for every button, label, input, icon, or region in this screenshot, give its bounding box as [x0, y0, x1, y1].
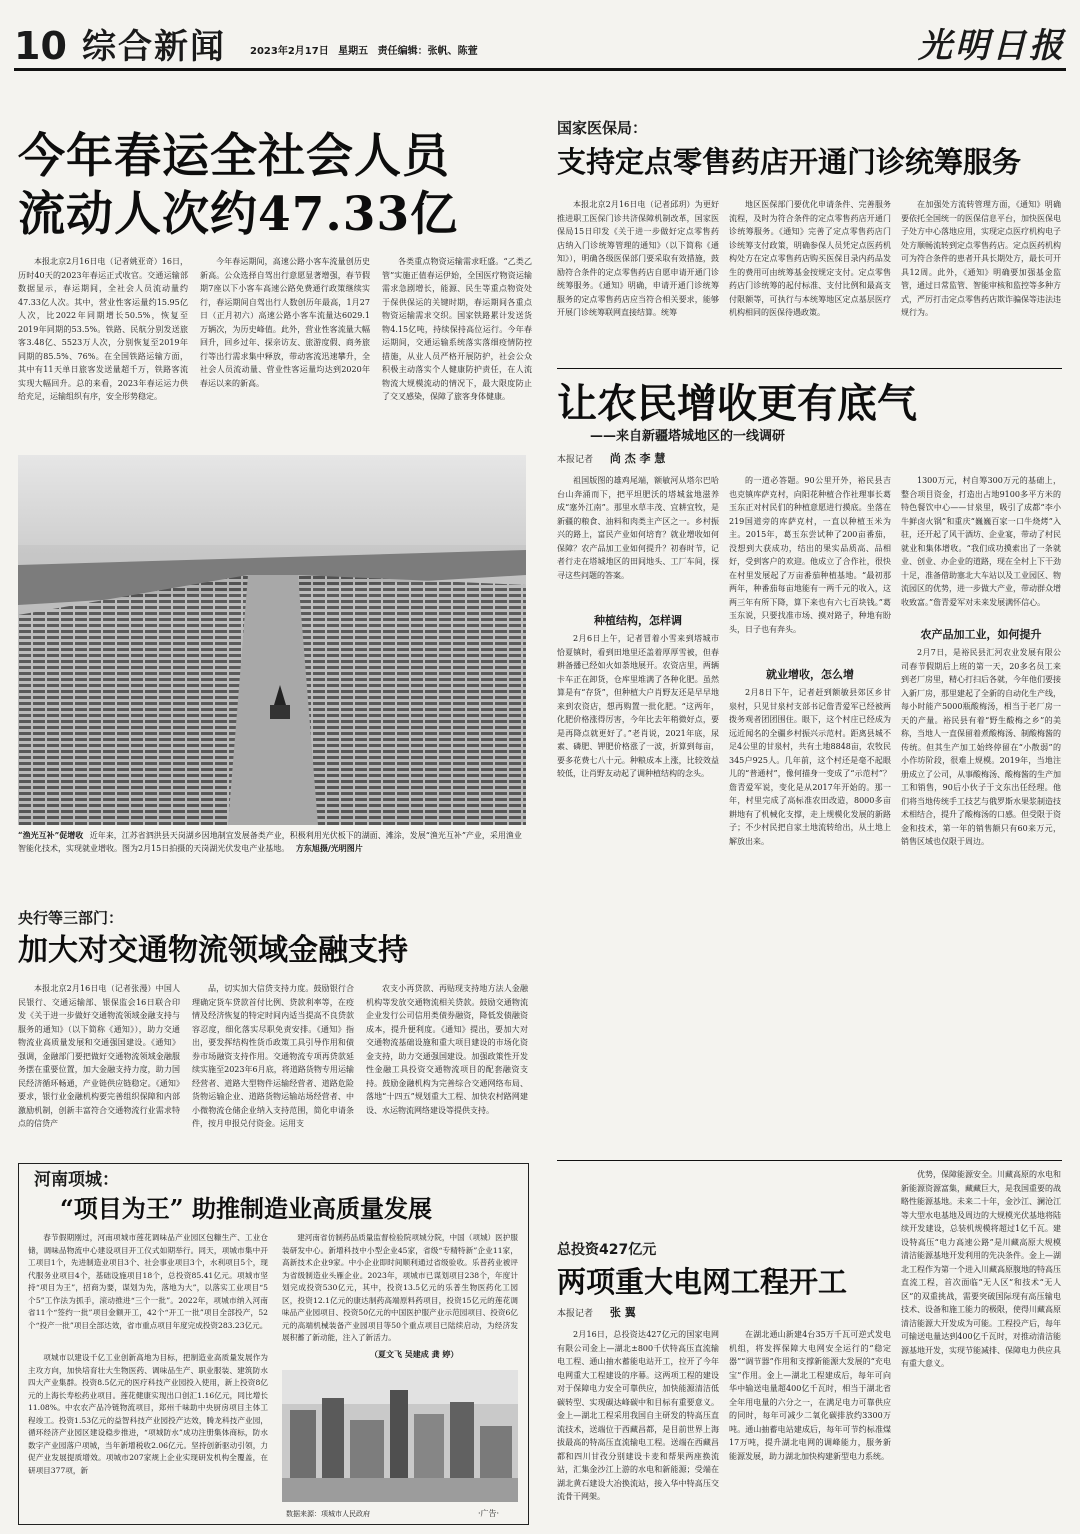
- henan-image-credit: 数据来源：项城市人民政府: [286, 1510, 370, 1518]
- photo1-caption-title: “渔光互补”促增收: [18, 830, 84, 840]
- farmers-byline: [557, 452, 665, 467]
- farmers-subhead-processing: 农产品加工业，如何提升: [920, 628, 1042, 641]
- medical-col2: 地区医保部门要优化申请条件、完善服务流程，及时为符合条件的定点零售药店开通门诊统筹服务。《通知》完善了定点零售药店门诊统筹支付政策，明确参保人员凭定点医药机构处方在定点零售药店购买医保目录内药品发生的费用可由统筹基金按规定支付。定点零售药店门诊统筹的起付标准、支付比例和最高支付限额等，可执行与本统筹地区定点基层医疗机构相同的医保待遇政策。: [729, 200, 891, 317]
- medical-col1: 本报北京2月16日电（记者邱玥）为更好推进职工医保门诊共济保障机制改革，国家医保局15日印发《关于进一步做好定点零售药店纳入门诊统筹管理的通知》（以下简称《通知》），明确各级医保部门要采取有效措施，鼓励符合条件的定点零售药店自愿申请开通门诊统筹服务。《通知》明确，申请开通门诊统筹服务的定点零售药店应当符合相关要求，能够开展门诊统筹联网直接结算。统筹: [557, 200, 719, 317]
- finance-kicker: 央行等三部门：: [18, 909, 124, 927]
- farmers-subhead-planting: 种植结构，怎样调: [594, 614, 682, 627]
- finance-col3: 农支小再贷款、再贴现支持地方法人金融机构等发放交通物流相关贷款。鼓励交通物流企业发行公司信用类债券融资，降低发债融资成本，提升便利度。《通知》提出，要加大对交通物流基础设施和重大项目建设的市场化资金支持，助力交通强国建设。加强政策性开发性金融工具投资交通物流项目的配套融资支持。鼓励金融机构为完善综合交通网络布局、落地“十四五”规划重大工程、加快农村路网建设、水运物流网络建设等提供支持。: [366, 984, 528, 1115]
- city-skyline-illustration: [282, 1370, 518, 1502]
- finance-col2: 品，切实加大信贷支持力度。鼓励银行合理确定货车贷款首付比例、贷款利率等，在疫情及经济恢复的特定时间内适当提高不良贷款容忍度，细化落实尽职免责安排。《通知》指出，要发挥结构性货币政策工具引导作用和债券市场融资支持作用。交通物流专项再贷款延续实施至2023年6月底，将道路货物专用运输经营者、道路大型物件运输经营者、道路危险货物运输企业、道路货物运输站场经营者、中小微物流仓储企业纳入支持范围，简化申请条件，按月申报兑付资金。运用支: [192, 984, 354, 1128]
- grid-col2: 在湖北通山新建4台35万千瓦可逆式发电机组，将发挥保障大电网安全运行的“稳定器”“调节器”作用和支撑新能源大发展的“充电宝”作用。金上—湖北工程建成后，每年可向华中输送电量超400亿千瓦时，相当于湖北省全年用电量的六分之一，在满足电力可靠供应的同时，每年可减少二氧化碳排放约3300万吨。通山抽蓄电站建成后，每年可节约标准煤17万吨，提升湖北电网的调峰能力，服务新能源发展，助力湖北加快构建新型电力系统。: [729, 1330, 891, 1461]
- henan-ad-tag: ·广告·: [478, 1509, 500, 1518]
- farmers-col1-intro: 祖国版图的雄鸡尾端，额敏河从塔尔巴哈台山奔涌而下，把平坦肥沃的塔城盆地滋养成“塞外江南”。那里水草丰茂、宜耕宜牧，是新疆的粮食、油料和肉类主产区之一。乡村振兴的路上，富民产业如何培育？就业增收如何保障？农产品加工业如何提升？初春时节，记者行走在塔城地区的田间地头、工厂车间，探寻这些问题的答案。: [557, 476, 719, 580]
- henan-kicker: 河南项城：: [34, 1170, 119, 1190]
- medical-headline: 支持定点零售药店开通门诊统筹服务: [557, 145, 1022, 179]
- divider: [557, 1160, 1062, 1161]
- farmers-subhead-employment: 就业增收，怎么增: [766, 668, 854, 681]
- grid-byline-prefix: 本报记者: [557, 1309, 594, 1319]
- grid-byline: [557, 1306, 636, 1321]
- solar-farm-photo: [18, 455, 526, 825]
- grid-byline-names: 张 翼: [609, 1306, 636, 1319]
- grid-col3: 优势，保障能源安全。川藏高原的水电和新能源资源富集，藏藏巨大，是我国重要的战略性能源基地。未来二十年，金沙江、澜沧江等大型水电基地及周边的大规模光伏基地将陆续开发建设，总装机规模将超过1亿千瓦。建设特高压“电力高速公路”是川藏高原大规模清洁能源基地开发利用的先决条件。金上—湖北工程作为第一个进入川藏高原腹地的特高压直流工程，首次面临“无人区”和技术“无人区”的双重挑战，需要突破国际现有高压输电技术、设备和施工能力的极限，使得川藏高原清洁能源大开发成为可能。工程投产后，每年可输送电量达到400亿千瓦时，对推动清洁能源基地开发，实现节能减排、保障电力供应具有重大意义。: [901, 1170, 1061, 1368]
- finance-col1: 本报北京2月16日电（记者张漫）中国人民银行、交通运输部、银保监会16日联合印发《关于进一步做好交通物流领域金融支持与服务的通知》（以下简称《通知》），助力交通物流业高质量发展和交通强国建设。《通知》强调，金融部门要把做好交通物流领域金融服务摆在重要位置，加大金融支持力度，助力国民经济循环畅通，产业链供应链稳定。《通知》要求，银行业金融机构要完善组织保障和内部激励机制，创新丰富符合交通物流行业需求特点的信贷产: [18, 984, 180, 1128]
- farmers-subheadline: ——来自新疆塔城地区的一线调研: [590, 429, 786, 444]
- newspaper-logo: 光明日报: [918, 26, 1066, 66]
- farmers-col2-intro: 的一道必答题。90公里开外，裕民县吉也克镇库萨克村，向阳花种植合作社理事长葛玉东正对村民们的种植意愿进行摸底。坐落在219国道旁的库萨克村，一直以种植玉米为主。2015年，葛玉东尝试种了200亩番茄，没想到大获成功，结出的果实品质高、品相好，受到客户的欢迎。他成立了合作社，很快在村里发展起了万亩番茄种植基地。“最初那两年，种番茄每亩地能有一两千元的收入，这两三年有所下降，算下来也有六七百块钱。”葛玉东说，只要找准市场、摸对路子，种地有盼头，日子也有奔头。: [729, 476, 891, 634]
- travel-headline-line1: 今年春运全社会人员: [18, 129, 450, 184]
- travel-headline-line2: 流动人次约47.33亿: [18, 187, 459, 242]
- page-number: 10: [14, 24, 67, 68]
- henan-col1-a: 春节假期刚过，河南项城市莲花调味品产业园区包糠生产、工业仓储，调味品物流中心建设项目开工仪式如期举行。同天，项城市集中开工项目1个，先进制造业项目3个、社会事业项目3个，水利项目5个，现代服务业项目4个，基础设施项目18个，总投资85.41亿元。项城市坚持“项目为王”，招商为要，谋划为先，落地为大”，以落实工业项目“5个5”工作法为抓手，滚动推进“三个一批”。2022年，项城市纳入河南省11个“签约一批”项目金额开工，42个“开工一批”项目全部投产，52个“投产一批”项目全部达效，省市重点项目年度完成投资283.23亿元。: [28, 1233, 268, 1330]
- photo1-credit: 方东旭摄/光明图片: [295, 843, 363, 853]
- henan-col1-b: 项城市以建设千亿工业创新高地为目标，把制造业高质量发展作为主攻方向，加快培育壮大生物医药、调味品生产、职业服装、建筑防水四大产业集群。投资8.5亿元的医疗科技产业园投入使用，新上投资8亿元的上海长寿松药业项目。莲花健康实现出口创汇1.16亿元，同比增长11.08%。中农农产品冷链物流项目，郑州千味助中央厨房项目主体工程竣工。投资1.53亿元的益智科技产业园投产达效，腾龙科技产业园，循环经济产业园区建设稳步推进，“项城防水”成功注册集体商标，防水数字产业园落户项城，当年新增税收2.06亿元。坚持创新驱动引领，力促产业发展提质增效。项城市207家规上企业实现研发机构全覆盖，在研项目377项，新: [28, 1353, 268, 1475]
- grid-col1: 2月16日，总投资达427亿元的国家电网有限公司金上—湖北±800千伏特高压直流输电工程、通山抽水蓄能电站开工，拉开了今年电网重大工程建设的序幕。这两项工程的建设对于保障电力安全可靠供应，加快能源清洁低碳转型、实现碳达峰碳中和目标有重要意义。金上—湖北工程采用我国自主研发的特高压直流技术，送端位于西藏昌都，是目前世界上海拔最高的特高压直流输电工程。送端在西藏昌都和四川甘孜分别建设卡麦和帮果两座换流站，汇集金沙江上游的水电和新能源；受端在湖北黄石建设大冶换流站，接入华中特高压交流骨干网架。: [557, 1330, 719, 1501]
- farmers-headline: 让农民增收更有底气: [557, 380, 917, 427]
- farmers-col3-intro: 1300万元，村自筹300万元的基础上，整合项目资金，打造出占地9100多平方米的特色餐饮中心——甘泉里，吸引了成都“李小牛鲜卤火锅”和重庆“巍巍百家一口牛烧烤”入驻，还开起了风干酒坊、企业宴，带动了村民就业和集体增收。“我们成功摸索出了一条就业、创业、办企业的道路，现在全村上下干劲十足，准备借助塞北大车站以及工业园区、物流园区的优势，进一步做大产业，带动群众增收致富。”詹青爱军对未来发展满怀信心。: [901, 476, 1061, 607]
- city-aerial-photo: [282, 1370, 518, 1502]
- medical-kicker: 国家医保局：: [557, 119, 648, 137]
- henan-headline: “项目为王” 助推制造业高质量发展: [60, 1194, 432, 1223]
- dateline: 2023年2月17日 星期五 责任编辑：张帆、陈萱: [250, 46, 478, 57]
- grid-kicker: 总投资427亿元: [557, 1242, 657, 1258]
- farmers-byline-prefix: 本报记者: [557, 455, 594, 465]
- henan-col2: 建河南省仿制药品质量监督检验院项城分院，中国（项城）医护服装研发中心。新增科技中小型企业45家，省级“专精特新”企业11家，高新技术企业9家。中小企业即时间顺利通过省级验收。乐普药业被评为省级制造业头雁企业。2023年，项城市已谋划项目238个，年度计划完成投资530亿元，其中，投资13.5亿元的乐普生物医药化工园区，投资12.1亿元的康达制药高端原料药项目，投资15亿元的莲花调味品产业园项目、投资50亿元的中国医护服产业示范园项目、投资6亿元的高端机械装备产业园项目等50个重点项目已陆续启动，为经济发展积蓄了新动能，注入了新活力。: [282, 1233, 518, 1342]
- farmers-byline-names: 尚 杰 李 慧: [609, 452, 666, 465]
- photo1-caption: [18, 829, 526, 855]
- travel-col1: 本报北京2月16日电（记者姚亚奇）16日，历时40天的2023年春运正式收官。交通运输部数据显示，春运期间，全社会人员流动量约47.33亿人次。其中，营业性客运量约15.95亿人次，比2022年同期增长50.5%，恢复至2019年同期的53.5%。铁路、民航分别发送旅客3.48亿、5523万人次，分别恢复至2019年同期的85.5%、76%。在全国铁路运输方面，其中有11天单日旅客发送量超千万，铁路客流实现大幅回升。总的来看，2023年春运运力供给充足，运输组织有序，安全形势稳定。: [18, 257, 188, 401]
- masthead-bar: [14, 26, 1066, 71]
- travel-col3: 各类重点物资运输需求旺盛。“乙类乙管”实施正值春运伊始，全国医疗物资运输需求急剧增长，能源、民生等重点物资处于保供保运的关键时期，春运期间各重点物资运输需求交织。国家铁路累计发送货物4.15亿吨，持续保持高位运行。今年春运期间，交通运输系统落实落细疫情防控措施，从业人员严格开展防护，社会公众积极主动落实个人健康防护责任，在人流物流大规模流动的情况下，最大限度防止了交叉感染，保障了旅客身体健康。: [382, 257, 532, 401]
- finance-headline: 加大对交通物流领域金融支持: [18, 933, 408, 968]
- farmers-col3-body: 2月7日，是裕民县汇河农业发展有限公司春节假期后上班的第一天，20多名员工来到老厂房里，精心打扫后各就，今年他们要接入新厂房，那里建起了全新的自动化生产线，每小时能产5000瓶酸梅汤，相当于老厂房一天的产量。裕民县有着“野生酸梅之乡”的美称，当地人一直保留着煮酸梅汤、制酸梅酱的传统。但其生产加工始终停留在“小散弱”的小作坊阶段，很难上规模。2019年，当地注册成立了公司，从事酸梅汤、酸梅酱的生产加工和销售，90后小伙子于文东出任经理。他们将当地传统手工技艺与俄罗斯水果浆制造技术相结合，提升了酸梅汤的口感。但受限于资金和技术，第一年的销售额只有60来万元，销售区域也仅限于周边。: [901, 648, 1061, 846]
- grid-headline: 两项重大电网工程开工: [557, 1265, 848, 1299]
- travel-col2: 今年春运期间，高速公路小客车流量创历史新高。公众选择自驾出行意愿显著增强，春节假期7座以下小客车高速公路免费通行政策继续实行，春运期间自驾出行人数创历年最高，1月27日（正月初六）高速公路小客车流量达6029.1万辆次，为历史峰值。此外，营业性客流量大幅回升，回乡过年、探亲访友、旅游度假、商务旅行等出行需求集中释放，带动客流迅速攀升，全社会人员流动量、营业性客运量均达到2020年春运以来的新高。: [200, 257, 370, 388]
- henan-author: （夏文飞 吴建成 龚 婷）: [370, 1349, 459, 1359]
- section-title: 综合新闻: [82, 27, 226, 67]
- photo1-caption-text: 近年来，江苏省泗洪县天岗湖乡因地制宜发展备类产业，积极利用光伏板下的湖面、滩涂，发展“渔光互补”产业，采用渔业智能化技术，实现就业增收。图为2月15日拍摄的天岗湖光伏发电产业基地。: [18, 831, 522, 853]
- divider: [557, 368, 1062, 369]
- farmers-col2-body: 2月8日下午，记者赶到额敏县郊区乡甘泉村，只见甘泉村支部书记詹青爱军已经被两拨务观者团团围住。眼下，这个村庄已经成为远近闻名的全疆乡村振兴示范村。距离县城不足4公里的甘泉村，共有土地8848亩，农牧民345户925人。几年前，这个村还是毫不起眼儿的“普通村”，像何描身一变成了“示范村”？詹青爱军说，变化是从2017年开始的。那一年，村里完成了高标准农田改造，8000多亩耕地有了机械化支撑，走上规模化发展的新路子；不少村民把自家土地流转给出，从土地上解放出来。: [729, 688, 891, 846]
- medical-col3: 在加强处方流转管理方面，《通知》明确要依托全国统一的医保信息平台，加快医保电子处方中心落地应用，实现定点医疗机构电子处方顺畅流转到定点零售药店。定点医药机构可为符合条件的患者开具长期处方，最长可开具12周。此外，《通知》明确要加强基金监管，通过日常监管、智能审核和监控等多种方式，严厉打击定点零售药店欺诈骗保等违法违规行为。: [901, 200, 1061, 317]
- farmers-col1-body: 2月6日上午，记者冒着小雪来到塔城市恰夏镇时，看到田地里还盖着厚厚雪被，但春耕备播已经如火如荼地展开。农资店里，两辆卡车正在卸货，仓库里堆满了各种化肥。虽然算是有“存货”，但种植大户肖野友还是早早地来到农资店，想再购置一批化肥。“这两年，化肥价格涨得厉害，今年比去年稍微好点，要是再降点就更好了。”老肖说，2021年底，尿素、磷肥、钾肥价格涨了一波，折算到每亩，要多花费七八十元。种粮成本上涨，比较效益较低，让肖野友动起了调种植结构的念头。: [557, 634, 719, 778]
- solar-farm-illustration: [18, 455, 526, 825]
